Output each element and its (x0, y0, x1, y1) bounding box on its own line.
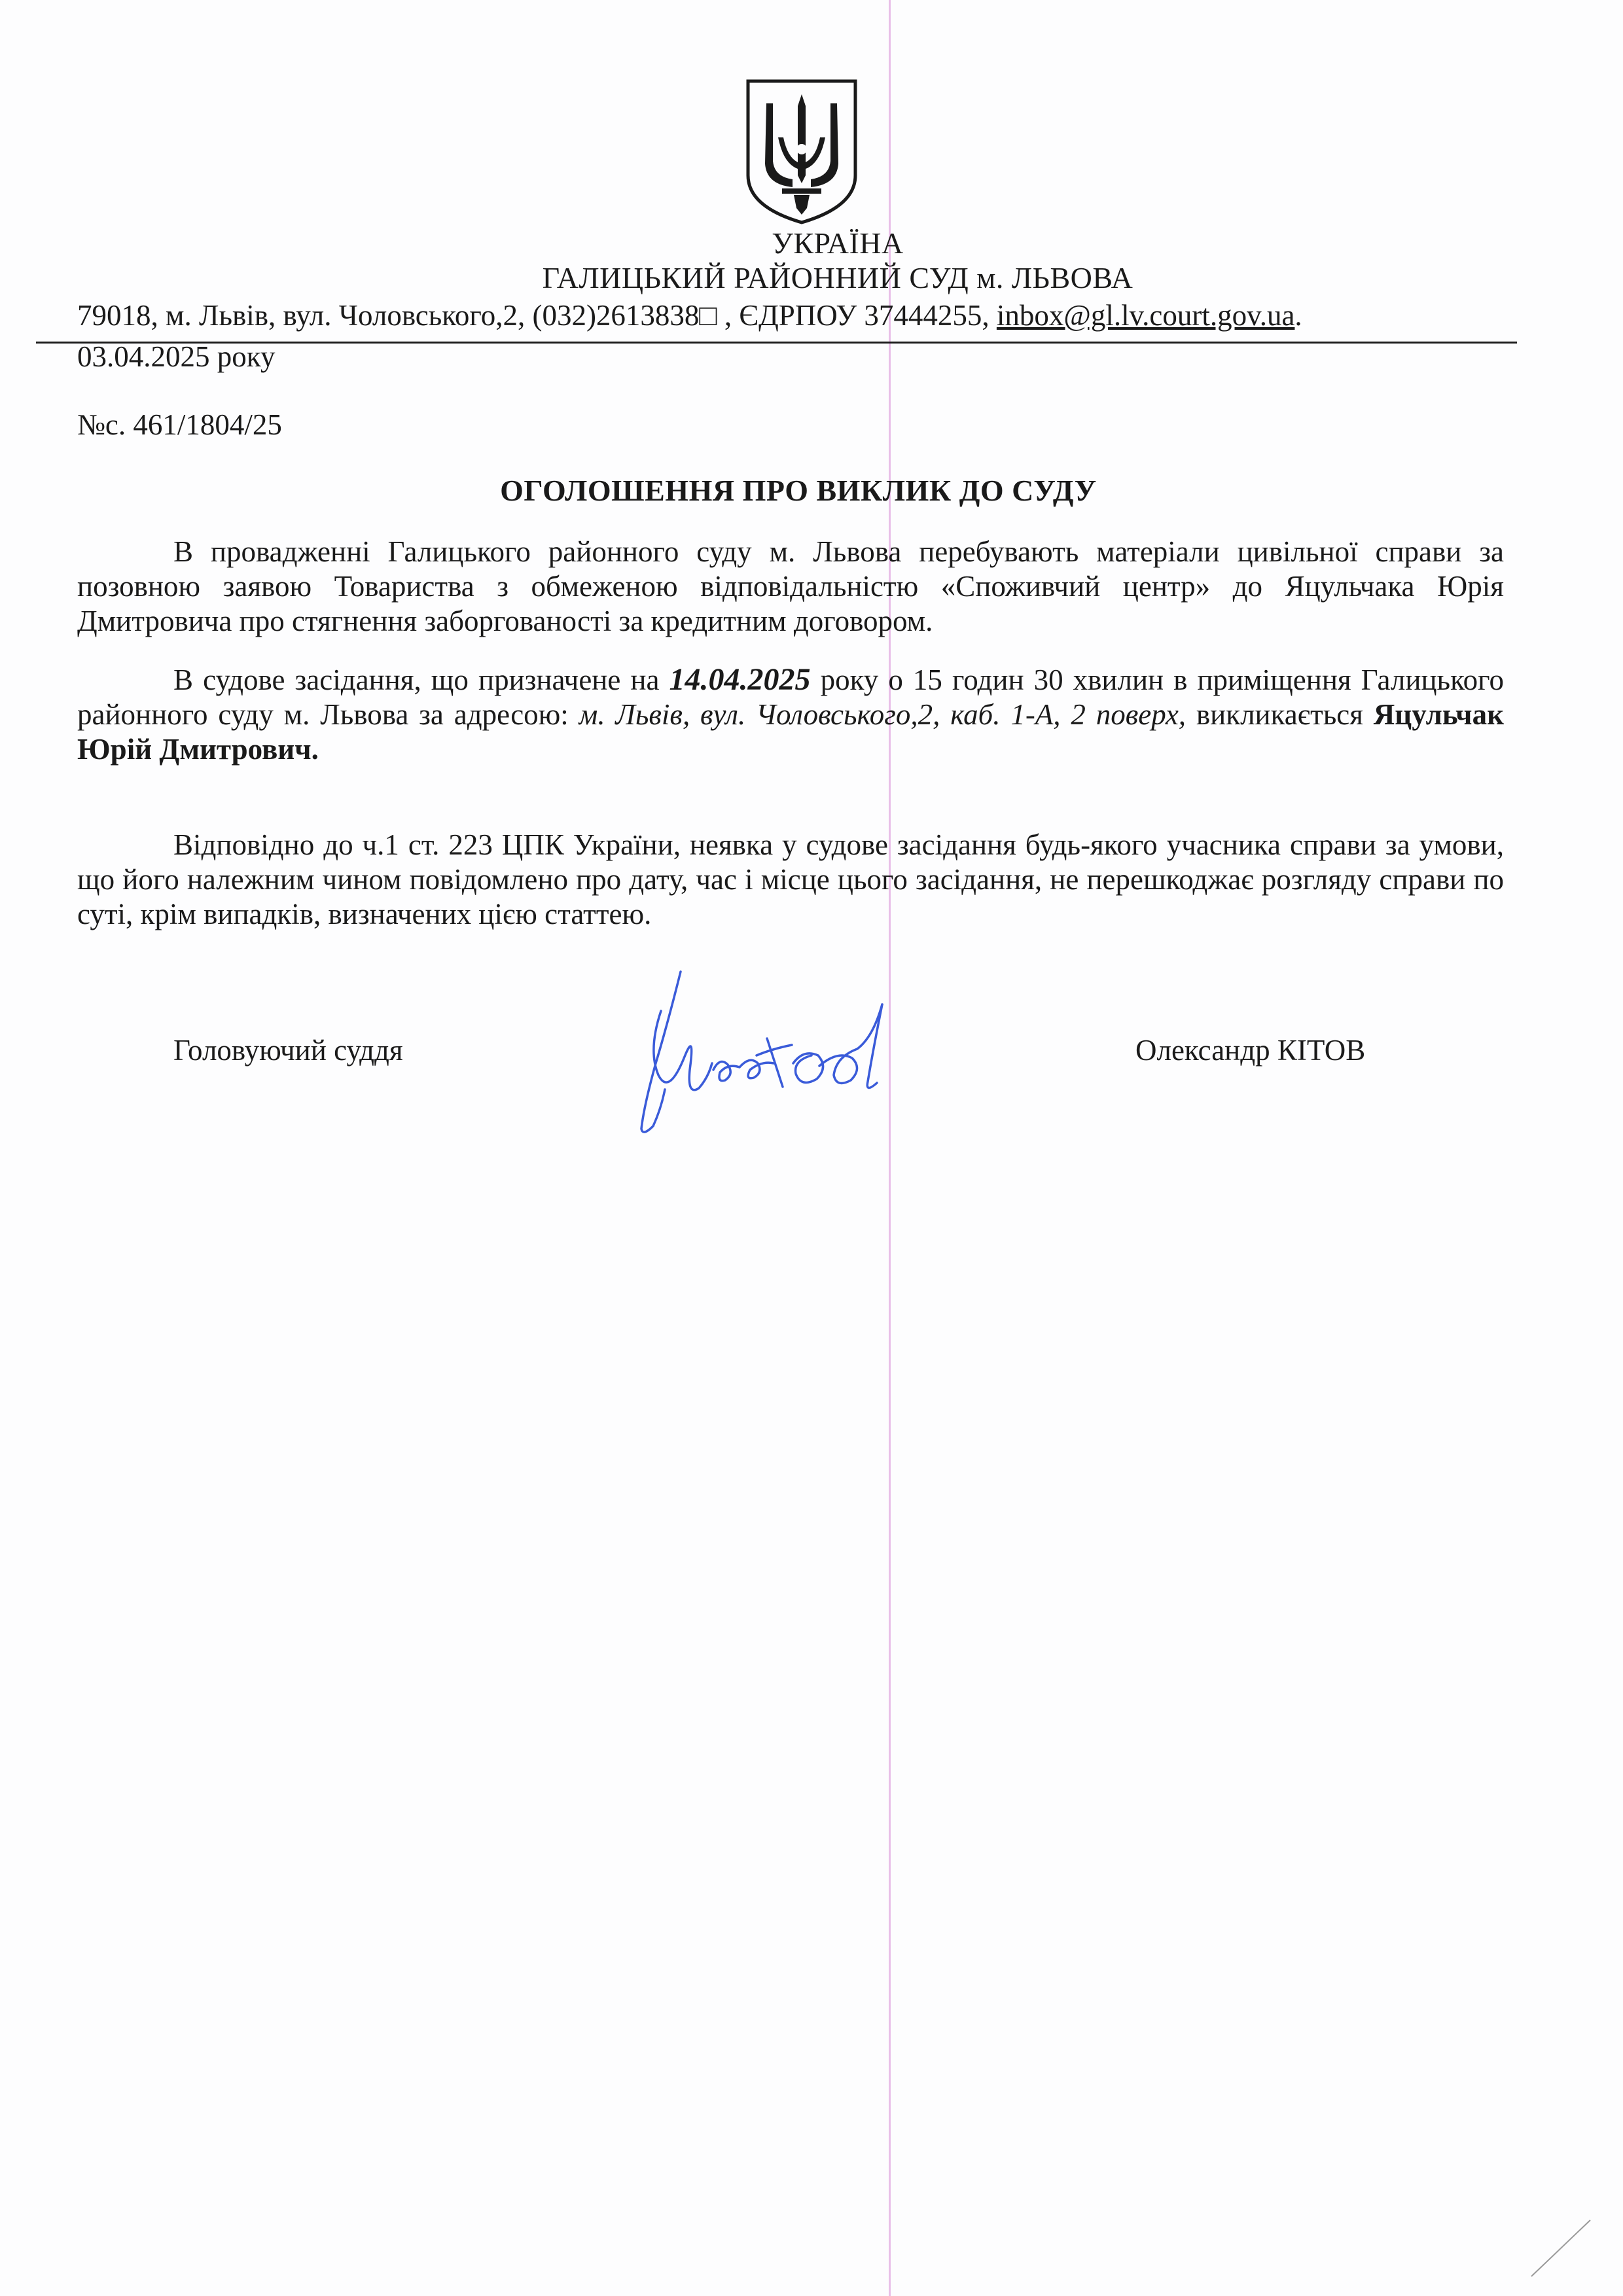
paragraph-legal-notice: Відповідно до ч.1 ст. 223 ЦПК України, неявка у судове засідання будь-якого учасника справи за умови, що його належним чином повідомлено про дату, час і місце цього засідання, не перешкоджає розгляду справи по суті, крім випадків, визначених цією статтею. (77, 828, 1504, 930)
address-end: . (1294, 299, 1302, 332)
court-address-line (77, 298, 1517, 333)
hearing-date: 14.04.2025 (669, 662, 811, 697)
hearing-text-3: викликається (1186, 698, 1374, 731)
judge-role: Головуючий суддя (173, 1034, 403, 1067)
hearing-text-1: В судове засідання, що призначене на (173, 663, 669, 696)
header-country: УКРАЇНА (772, 226, 904, 260)
scan-corner-mark (1525, 2211, 1597, 2283)
paragraph-case-description: В провадженні Галицького районного суду м. Львова перебувають матеріали цивільної справи за позовною заявою Товариства з обмеженою відповідальністю «Споживчий центр» до Яцульчака Юрія Дмитровича про стягнення заборгованості за кредитним договором. (77, 535, 1504, 637)
summoned-person-name: Яцульчак Юрій Дмитрович. (77, 698, 1504, 766)
case-number: №с. 461/1804/25 (77, 408, 282, 441)
document-date: 03.04.2025 року (77, 340, 276, 373)
handwritten-signature-icon (622, 965, 910, 1142)
judge-name: Олександр КІТОВ (1135, 1034, 1366, 1067)
court-email-link[interactable]: inbox@gl.lv.court.gov.ua (996, 299, 1295, 332)
header-court-name: ГАЛИЦЬКИЙ РАЙОННИЙ СУД м. ЛЬВОВА (542, 261, 1133, 294)
hearing-address: м. Львів, вул. Чоловського,2, каб. 1-А, 2 поверх, (579, 698, 1186, 731)
court-address: 79018, м. Львів, вул. Чоловського,2, (032)2613838□ , ЄДРПОУ 37444255, (77, 299, 997, 332)
scan-artifact-line (889, 0, 891, 2296)
document-title: ОГОЛОШЕННЯ ПРО ВИКЛИК ДО СУДУ (500, 474, 1097, 507)
hearing-text-2: року о 15 годин 30 хвилин в приміщення Галицького районного суду м. Львова за адресою: (77, 663, 1504, 731)
paragraph-hearing-summons (77, 662, 1504, 767)
trident-coat-of-arms-icon (744, 77, 859, 226)
